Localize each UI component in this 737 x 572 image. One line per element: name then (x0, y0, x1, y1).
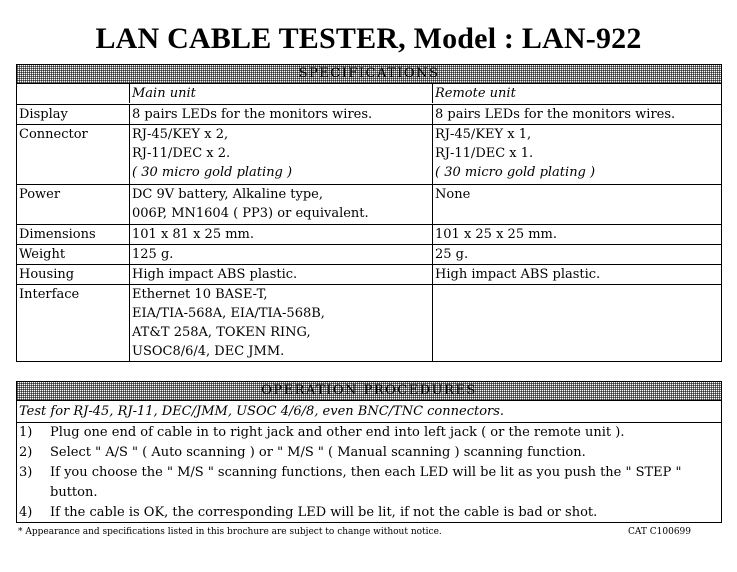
footer-notice: * Appearance and specifications listed in this brochure are subject to change without notice. (18, 527, 442, 537)
ops-step-4: 4) If the cable is OK, the corresponding LED will be lit, if not the cable is bad or shot. (19, 505, 598, 520)
spec-header-row (17, 84, 721, 103)
spec-row-connector: Connector RJ-45/KEY x 2, RJ-11/DEC x 2. ( 30 micro gold plating ) RJ-45/KEY x 1, RJ-11/DEC x 1. ( 30 micro gold plating ) (17, 124, 721, 184)
ops-intro: Test for RJ-45, RJ-11, DEC/JMM, USOC 4/6/8, even BNC/TNC connectors. (19, 404, 505, 419)
spec-row-dimensions: Dimensions 101 x 81 x 25 mm. 101 x 25 x 25 mm. (17, 224, 721, 244)
specifications-table (16, 64, 722, 362)
catalog-number: CAT C100699 (628, 527, 691, 537)
remote-unit-header: Remote unit (432, 84, 723, 103)
ops-step-2: 2) Select " A/S " ( Auto scanning ) or " M/S " ( Manual scanning ) scanning function. (19, 445, 586, 460)
ops-step-1: 1) Plug one end of cable in to right jack and other end into left jack ( or the remote unit ). (19, 425, 625, 440)
ops-step-3-continued: button. (50, 485, 98, 500)
spec-row-weight: Weight 125 g. 25 g. (17, 244, 721, 264)
operation-procedures (16, 381, 722, 523)
ops-step-3: 3) If you choose the " M/S " scanning functions, then each LED will be lit as you push the " STEP " (19, 465, 682, 480)
main-unit-header: Main unit (129, 84, 434, 103)
spec-row-interface: Interface Ethernet 10 BASE-T, EIA/TIA-568A, EIA/TIA-568B, AT&T 258A, TOKEN RING, USOC8/6/4, DEC JMM. (17, 284, 721, 362)
spec-row-housing: Housing High impact ABS plastic. High impact ABS plastic. (17, 264, 721, 284)
operation-procedures-heading: OPERATION PROCEDURES (17, 382, 721, 401)
spec-row-power: Power DC 9V battery, Alkaline type, 006P, MN1604 ( PP3) or equivalent. None (17, 184, 721, 224)
spec-row-display: Display 8 pairs LEDs for the monitors wires. 8 pairs LEDs for the monitors wires. (17, 104, 721, 124)
specifications-heading: SPECIFICATIONS (17, 65, 721, 84)
document-title: LAN CABLE TESTER, Model : LAN-922 (95, 22, 642, 55)
